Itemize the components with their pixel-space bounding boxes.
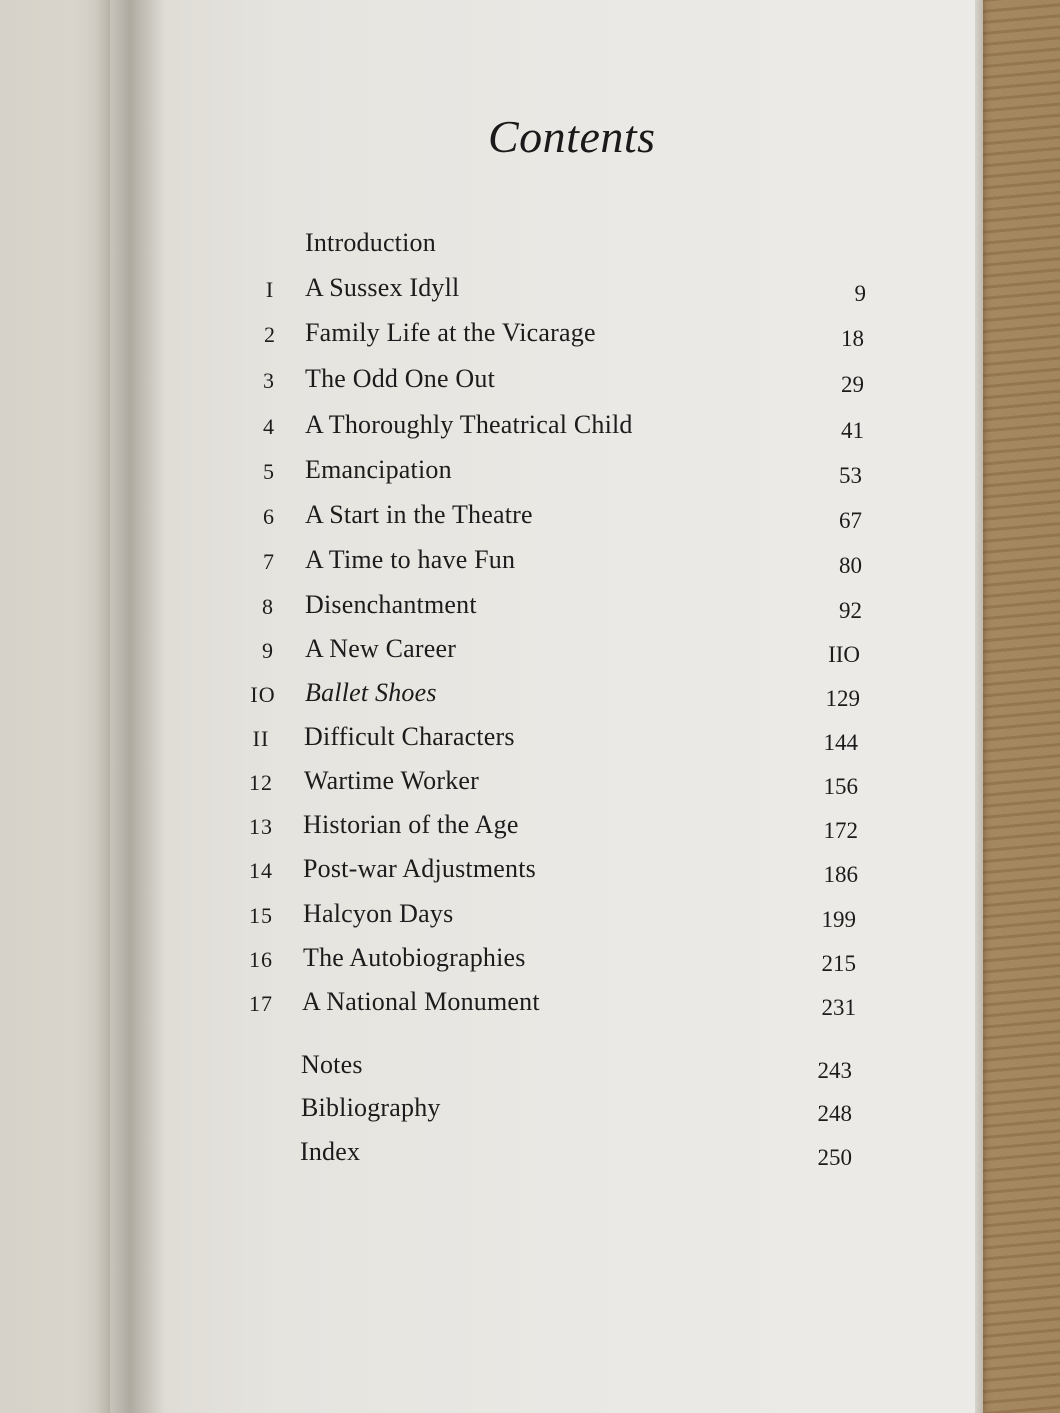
toc-entry (0, 455, 980, 495)
chapter-title: Family Life at the Vicarage (305, 318, 596, 347)
toc-entry (0, 1093, 980, 1133)
page-number: 250 (817, 1145, 852, 1170)
chapter-title: Emancipation (305, 455, 452, 484)
page-number: 243 (817, 1058, 852, 1083)
toc-entry (0, 854, 980, 894)
toc-entry (0, 766, 980, 806)
page-number: 53 (839, 463, 862, 488)
chapter-number: 3 (263, 368, 275, 393)
page-number: 144 (823, 730, 858, 755)
chapter-title: A Thoroughly Theatrical Child (305, 410, 633, 439)
chapter-title: Post-war Adjustments (303, 854, 536, 883)
page-number: 215 (821, 951, 856, 976)
chapter-title: Historian of the Age (303, 810, 519, 839)
chapter-number: 12 (249, 770, 273, 795)
toc-entry (0, 364, 980, 404)
chapter-number: 17 (249, 991, 273, 1016)
chapter-number: 14 (249, 858, 273, 883)
toc-entry (0, 899, 980, 939)
page-number: 9 (854, 281, 866, 306)
chapter-number: 7 (263, 549, 275, 574)
page-number: 129 (825, 686, 860, 711)
chapter-number: 13 (249, 814, 273, 839)
page-number: 248 (817, 1101, 852, 1126)
page-number: 231 (821, 995, 856, 1020)
toc-entry (0, 722, 980, 762)
toc-entry (0, 987, 980, 1027)
toc-entry (0, 500, 980, 540)
page-number: IIO (828, 642, 860, 667)
chapter-number: 15 (249, 903, 273, 928)
toc-entry (0, 1050, 980, 1090)
toc-entry (0, 545, 980, 585)
chapter-number: 16 (249, 947, 273, 972)
chapter-number: 6 (263, 504, 275, 529)
chapter-title: A Time to have Fun (305, 545, 516, 574)
page-number: 80 (839, 553, 862, 578)
page-number: 18 (841, 326, 864, 351)
toc-entry (0, 228, 980, 268)
chapter-title: Wartime Worker (304, 766, 480, 795)
wooden-table (970, 0, 1060, 1413)
chapter-title: A New Career (305, 634, 457, 663)
toc-entry (0, 1137, 980, 1177)
chapter-number: 4 (263, 414, 275, 439)
chapter-title: The Autobiographies (303, 943, 526, 972)
chapter-title: Notes (301, 1050, 363, 1079)
page-number: 156 (823, 774, 858, 799)
toc-entry (0, 678, 980, 718)
chapter-title: A Start in the Theatre (305, 500, 533, 529)
chapter-number: I (265, 277, 275, 302)
page-number: 199 (821, 907, 856, 932)
toc-entry (0, 943, 980, 983)
page-number: 67 (839, 508, 862, 533)
page-number: 29 (841, 372, 864, 397)
chapter-title: Difficult Characters (304, 722, 515, 751)
chapter-title: Disenchantment (305, 590, 477, 619)
chapter-number: IO (250, 682, 276, 707)
chapter-title: The Odd One Out (305, 364, 496, 393)
contents-title: Contents (488, 111, 656, 162)
chapter-title: Introduction (305, 228, 436, 257)
chapter-number: 8 (262, 594, 274, 619)
page-number: 172 (823, 818, 858, 843)
chapter-number: 2 (264, 322, 276, 347)
toc-entry (0, 810, 980, 850)
chapter-title: A National Monument (302, 987, 540, 1016)
toc-entry (0, 590, 980, 630)
chapter-title: Ballet Shoes (305, 678, 437, 707)
page-number: 41 (841, 418, 864, 443)
page-number: 92 (839, 598, 862, 623)
chapter-title: A Sussex Idyll (305, 273, 460, 302)
chapter-title: Index (300, 1137, 361, 1166)
chapter-title: Bibliography (301, 1093, 441, 1122)
chapter-number: 9 (262, 638, 274, 663)
toc-entry (0, 410, 980, 450)
page-number: 186 (823, 862, 858, 887)
chapter-number: II (252, 726, 270, 751)
chapter-number: 5 (263, 459, 275, 484)
toc-entry (0, 318, 980, 358)
chapter-title: Halcyon Days (303, 899, 454, 928)
toc-entry (0, 634, 980, 674)
toc-entry (0, 273, 980, 313)
